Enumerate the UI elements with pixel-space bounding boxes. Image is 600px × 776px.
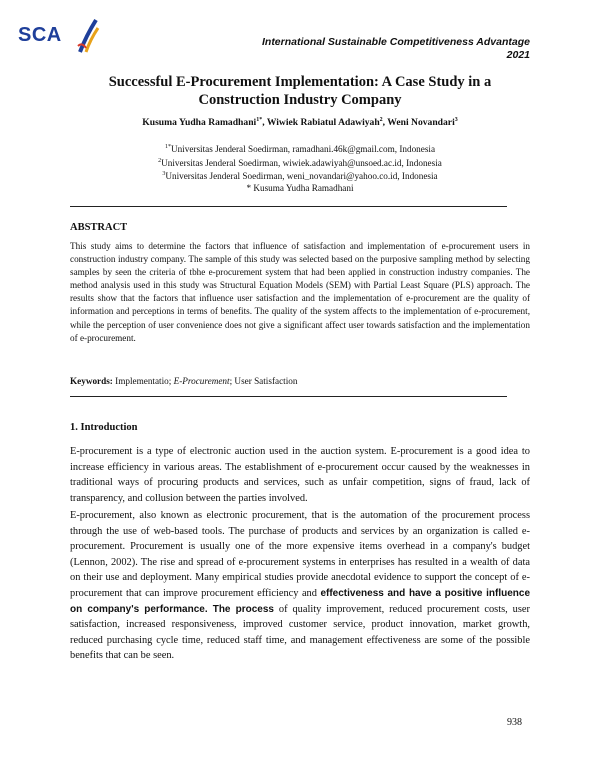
affiliation-text: Universitas Jenderal Soedirman, wiwiek.adawiyah@unsoed.ac.id, Indonesia — [161, 157, 442, 168]
intro-paragraph-1: E-procurement is a type of electronic auction used in the auction system. E-procurement is a good idea to increase efficiency in various areas. The establishment of e-procurement occur caused by the weaknesses in traditional ways of procuring products and services, such as unfair competition, signs of fraud, lack of transparency, and collusion between the parties involved. — [70, 446, 530, 504]
author-list: Kusuma Yudha Ramadhani$^{1*}$, Wiwiek Rabiatul Adawiyah$^2$, Weni Novandari$^3$ — [142, 117, 458, 129]
author-name: Weni Novandari — [387, 117, 455, 129]
logo-swoosh-icon — [76, 18, 100, 54]
divider — [70, 396, 507, 397]
keyword-text: Implementatio; — [112, 376, 174, 386]
author-name: Kusuma Yudha Ramadhani — [142, 117, 257, 129]
abstract-text: This study aims to determine the factors that influence of satisfaction and implementation of e-procurement users in construction industry company. The sample of this study was selected based on the purposive sampling method by selecting samples by seen the criteria of tbhe e-procurement system that had been applied in construction industry companies. The method analysis used in this study was Structural Equation Models (SEM) with Partial Least Square (PLS) approach. The results show that the factors that influence user satisfaction and the implementation of e-procurement are the quality of information and perceptions in terms of benefits. The quality of the system affects to the implementation of e-procurement, while the perception of user convenience does not give a significant affect user towards satisfaction and the implementation of e-procurement. — [70, 241, 530, 343]
page-number: 938 — [507, 717, 522, 728]
affiliation-line — [70, 169, 530, 183]
journal-year: 2021 — [506, 49, 530, 61]
affiliation-text: Universitas Jenderal Soedirman, ramadhani.46k@gmail.com, Indonesia — [170, 144, 436, 155]
keywords-label: Keywords: — [70, 376, 113, 386]
journal-name: International Sustainable Competitiveness Advantage — [261, 36, 530, 48]
author-sup: 2 — [379, 117, 383, 123]
section-heading-introduction: 1. Introduction — [70, 422, 138, 433]
affiliation-sup: 2 — [158, 157, 162, 164]
intro-paragraph-2 — [70, 508, 530, 664]
author-name: Wiwiek Rabiatul Adawiyah — [266, 117, 380, 129]
title-line-1: Successful E-Procurement Implementation: A Case Study in a — [108, 74, 492, 90]
author-sup: 1* — [256, 117, 263, 123]
affiliation-sup: 3 — [162, 171, 166, 178]
paragraph-run: E-procurement, also known as electronic procurement, that is the automation of the procurement process through the use of web-based tools. The purchase of products and services by an organization is called e-procurement. Procurement is usually one of the more expensive items overhead in a company's budget (Lennon, 2002). The rise and spread of e-procurement systems in enterprises has resulted in a wealth of data on their use and deployment. Many empirical studies provide anecdotal evidence to support the concept of e-procurement that can improve procurement efficiency and — [70, 510, 530, 599]
affiliation-text: Universitas Jenderal Soedirman, weni_novandari@yahoo.co.id, Indonesia — [165, 171, 438, 182]
journal-header — [262, 36, 530, 62]
affiliation-line — [70, 142, 530, 156]
keyword-italic: E-Procurement — [173, 376, 230, 386]
affiliations — [70, 142, 530, 194]
sca-logo — [18, 18, 100, 54]
divider — [70, 206, 507, 207]
keyword-text: ; User Satisfaction — [229, 376, 298, 386]
author-sup: 3 — [454, 117, 458, 123]
affiliation-sup: 1* — [164, 144, 171, 150]
title-line-2: Construction Industry Company — [198, 92, 402, 108]
keywords — [70, 376, 297, 386]
paragraph-run-bold: effectiveness and have a positive influence on company's performance. The process — [70, 587, 531, 615]
corresponding-author: * Kusuma Yudha Ramadhani — [246, 182, 354, 193]
paragraph-run: of quality improvement, reduced procurement costs, user satisfaction, increased responsiveness, improved customer service, product innovation, market growth, reduced purchasing cycle time, reduced staff time, and management effectiveness are some of the possible benefits that can be seen. — [70, 603, 530, 662]
abstract-heading: ABSTRACT — [70, 222, 128, 233]
logo-text: SCA — [18, 24, 62, 46]
paper-title — [70, 73, 530, 109]
affiliation-line — [70, 156, 530, 170]
